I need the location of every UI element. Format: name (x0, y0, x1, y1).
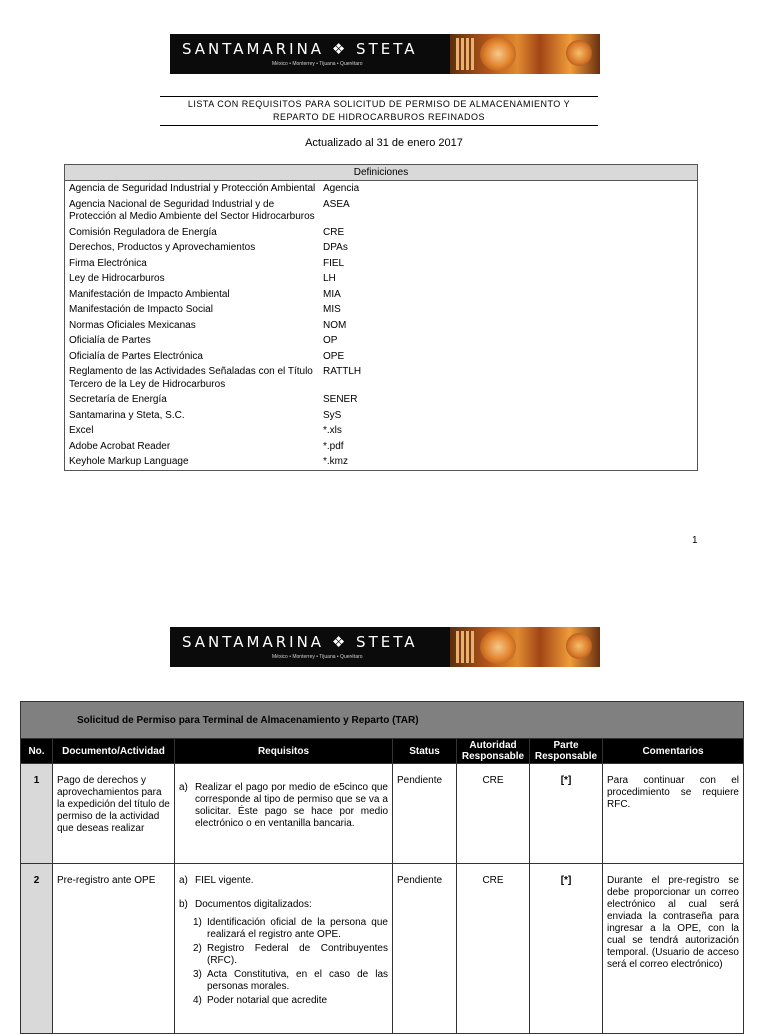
party-line-1: Parte (553, 740, 579, 751)
definition-abbreviation: ASEA (323, 198, 350, 210)
requirement-marker: a) (179, 782, 188, 793)
row-number: 1 (21, 764, 53, 864)
col-header-document: Documento/Actividad (53, 739, 175, 764)
requirement-item (179, 899, 388, 911)
definitions-header: Definiciones (65, 165, 697, 181)
definition-term: Manifestación de Impacto Ambiental (69, 288, 230, 300)
sub-item-marker: 2) (193, 943, 202, 954)
sub-item-text: Registro Federal de Contribuyentes (RFC). (207, 943, 388, 966)
definition-abbreviation: RATTLH (323, 366, 362, 377)
sub-item-text: Acta Constitutiva, en el caso de las personas morales. (207, 969, 388, 992)
firm-banner-top (170, 34, 600, 74)
definitions-table (64, 164, 698, 471)
row-comments: Para continuar con el procedimiento se requiere RFC. (603, 764, 744, 864)
requirement-marker: a) (179, 875, 188, 886)
definition-abbreviation: SENER (323, 394, 358, 405)
banner-art-bars (456, 631, 474, 663)
table-header-row (21, 739, 744, 764)
definition-term: Agencia de Seguridad Industrial y Protección Ambiental (69, 183, 316, 194)
definition-row (65, 271, 697, 287)
party-line-2: Responsable (534, 751, 598, 762)
definition-row (65, 287, 697, 303)
definition-term: Excel (69, 425, 94, 436)
row-status: Pendiente (393, 764, 457, 864)
row-document: Pre-registro ante OPE (53, 864, 175, 1034)
definition-abbreviation: MIA (323, 288, 341, 300)
firm-banner-page-2 (170, 627, 600, 667)
authority-line-1: Autoridad (469, 740, 517, 751)
definition-term: Santamarina y Steta, S.C. (69, 409, 185, 421)
definition-term: Agencia Nacional de Seguridad Industrial y de Protección al Medio Ambiente del Sector Hidrocarburos (69, 198, 315, 222)
table-row (21, 864, 744, 1034)
definition-abbreviation: OPE (323, 350, 345, 362)
definition-term: Oficialía de Partes Electrónica (69, 350, 203, 362)
page-number: 1 (692, 535, 698, 546)
firm-logo-text: SANTAMARINA ❖ STETA (182, 40, 418, 58)
document-sublist (179, 917, 388, 1007)
definition-row (65, 333, 697, 349)
definition-abbreviation: CRE (323, 226, 345, 238)
sub-item-marker: 4) (193, 995, 202, 1006)
col-header-requirements: Requisitos (175, 739, 393, 764)
definition-row (65, 408, 697, 424)
definition-term: Derechos, Productos y Aprovechamientos (69, 242, 256, 253)
banner-art-bars (456, 38, 474, 70)
document-title (160, 96, 598, 126)
sub-item (193, 943, 388, 967)
definition-term: Secretaría de Energía (69, 394, 167, 405)
definition-abbreviation: OP (323, 335, 338, 346)
definition-abbreviation: LH (323, 273, 336, 284)
col-header-no: No. (21, 739, 53, 764)
banner-artwork (450, 627, 600, 667)
banner-art-disc (566, 633, 592, 659)
definition-term: Reglamento de las Actividades Señaladas con el Título Tercero de la Ley de Hidrocarburos (69, 366, 313, 390)
definition-abbreviation: Agencia (323, 183, 360, 194)
definition-row (65, 318, 697, 334)
table-caption: Solicitud de Permiso para Terminal de Almacenamiento y Reparto (TAR) (21, 702, 744, 739)
col-header-party (530, 739, 603, 764)
requirement-text: FIEL vigente. (195, 875, 254, 886)
definition-abbreviation: DPAs (323, 242, 348, 253)
requirement-marker: b) (179, 899, 188, 910)
definition-term: Manifestación de Impacto Social (69, 304, 213, 315)
sub-item (193, 969, 388, 993)
definition-abbreviation: NOM (323, 319, 347, 331)
row-requirements (175, 864, 393, 1034)
requirement-item (179, 875, 388, 887)
row-requirements (175, 764, 393, 864)
definition-row (65, 181, 697, 197)
requirement-text: Realizar el pago por medio de e5cinco que corresponde al tipo de permiso que se va a solicitar. Éste pago se hace por medio electrónico o en ventanilla bancaria. (195, 782, 388, 829)
definition-abbreviation: *.kmz (323, 456, 348, 467)
definition-row (65, 423, 697, 439)
definition-term: Comisión Reguladora de Energía (69, 226, 217, 238)
definition-row (65, 454, 697, 470)
banner-artwork (450, 34, 600, 74)
definition-term: Oficialía de Partes (69, 335, 151, 346)
definition-abbreviation: *.pdf (323, 440, 344, 452)
row-party: [*] (530, 864, 603, 1034)
row-number: 2 (21, 864, 53, 1034)
authority-line-2: Responsable (461, 751, 525, 762)
sub-item-text: Poder notarial que acredite (207, 995, 328, 1006)
sub-item-text: Identificación oficial de la persona que realizará el registro ante OPE. (207, 917, 388, 940)
definition-row (65, 392, 697, 408)
banner-art-disc (566, 40, 592, 66)
updated-date: Actualizado al 31 de enero 2017 (305, 137, 463, 149)
banner-art-glow (480, 630, 516, 664)
definition-row (65, 240, 697, 256)
col-header-authority (457, 739, 530, 764)
sub-item-marker: 1) (193, 917, 202, 928)
row-party: [*] (530, 764, 603, 864)
requirement-item (179, 782, 388, 830)
spacer (179, 889, 388, 899)
row-status: Pendiente (393, 864, 457, 1034)
definition-term: Adobe Acrobat Reader (69, 440, 171, 452)
definition-row (65, 364, 697, 392)
definition-abbreviation: *.xls (323, 425, 342, 436)
document-title-line-1: LISTA CON REQUISITOS PARA SOLICITUD DE PERMISO DE ALMACENAMIENTO Y (187, 99, 571, 109)
sub-item (193, 995, 388, 1007)
document-title-line-2: REPARTO DE HIDROCARBUROS REFINADOS (272, 112, 486, 122)
firm-offices: México • Monterrey • Tijuana • Querétaro (272, 61, 363, 67)
definition-abbreviation: FIEL (323, 257, 345, 269)
requirements-table (20, 701, 744, 1034)
sub-item (193, 917, 388, 941)
row-comments: Durante el pre-registro se debe proporcionar un correo electrónico al cual será enviada la contraseña para ingresar a la OPE, con la cual se tendrá autorización temporal. (Usuario de acceso será el correo electrónico) (603, 864, 744, 1034)
definition-term: Firma Electrónica (69, 257, 147, 269)
row-authority: CRE (457, 764, 530, 864)
definition-row (65, 225, 697, 241)
table-row (21, 764, 744, 864)
definition-term: Ley de Hidrocarburos (69, 273, 165, 284)
firm-offices: México • Monterrey • Tijuana • Querétaro (272, 654, 363, 660)
definition-row (65, 302, 697, 318)
firm-logo-text: SANTAMARINA ❖ STETA (182, 633, 418, 651)
definition-row (65, 197, 697, 225)
definition-row (65, 256, 697, 272)
row-document: Pago de derechos y aprovechamientos para la expedición del título de permiso de la actividad que deseas realizar (53, 764, 175, 864)
definition-abbreviation: SyS (323, 409, 342, 421)
definition-term: Normas Oficiales Mexicanas (69, 319, 196, 331)
requirement-text: Documentos digitalizados: (195, 899, 312, 910)
definition-abbreviation: MIS (323, 304, 341, 315)
definition-row (65, 439, 697, 455)
row-authority: CRE (457, 864, 530, 1034)
banner-art-glow (480, 37, 516, 71)
col-header-comments: Comentarios (603, 739, 744, 764)
definition-term: Keyhole Markup Language (69, 456, 189, 467)
definition-row (65, 349, 697, 365)
sub-item-marker: 3) (193, 969, 202, 980)
col-header-status: Status (393, 739, 457, 764)
definitions-body (65, 181, 697, 470)
